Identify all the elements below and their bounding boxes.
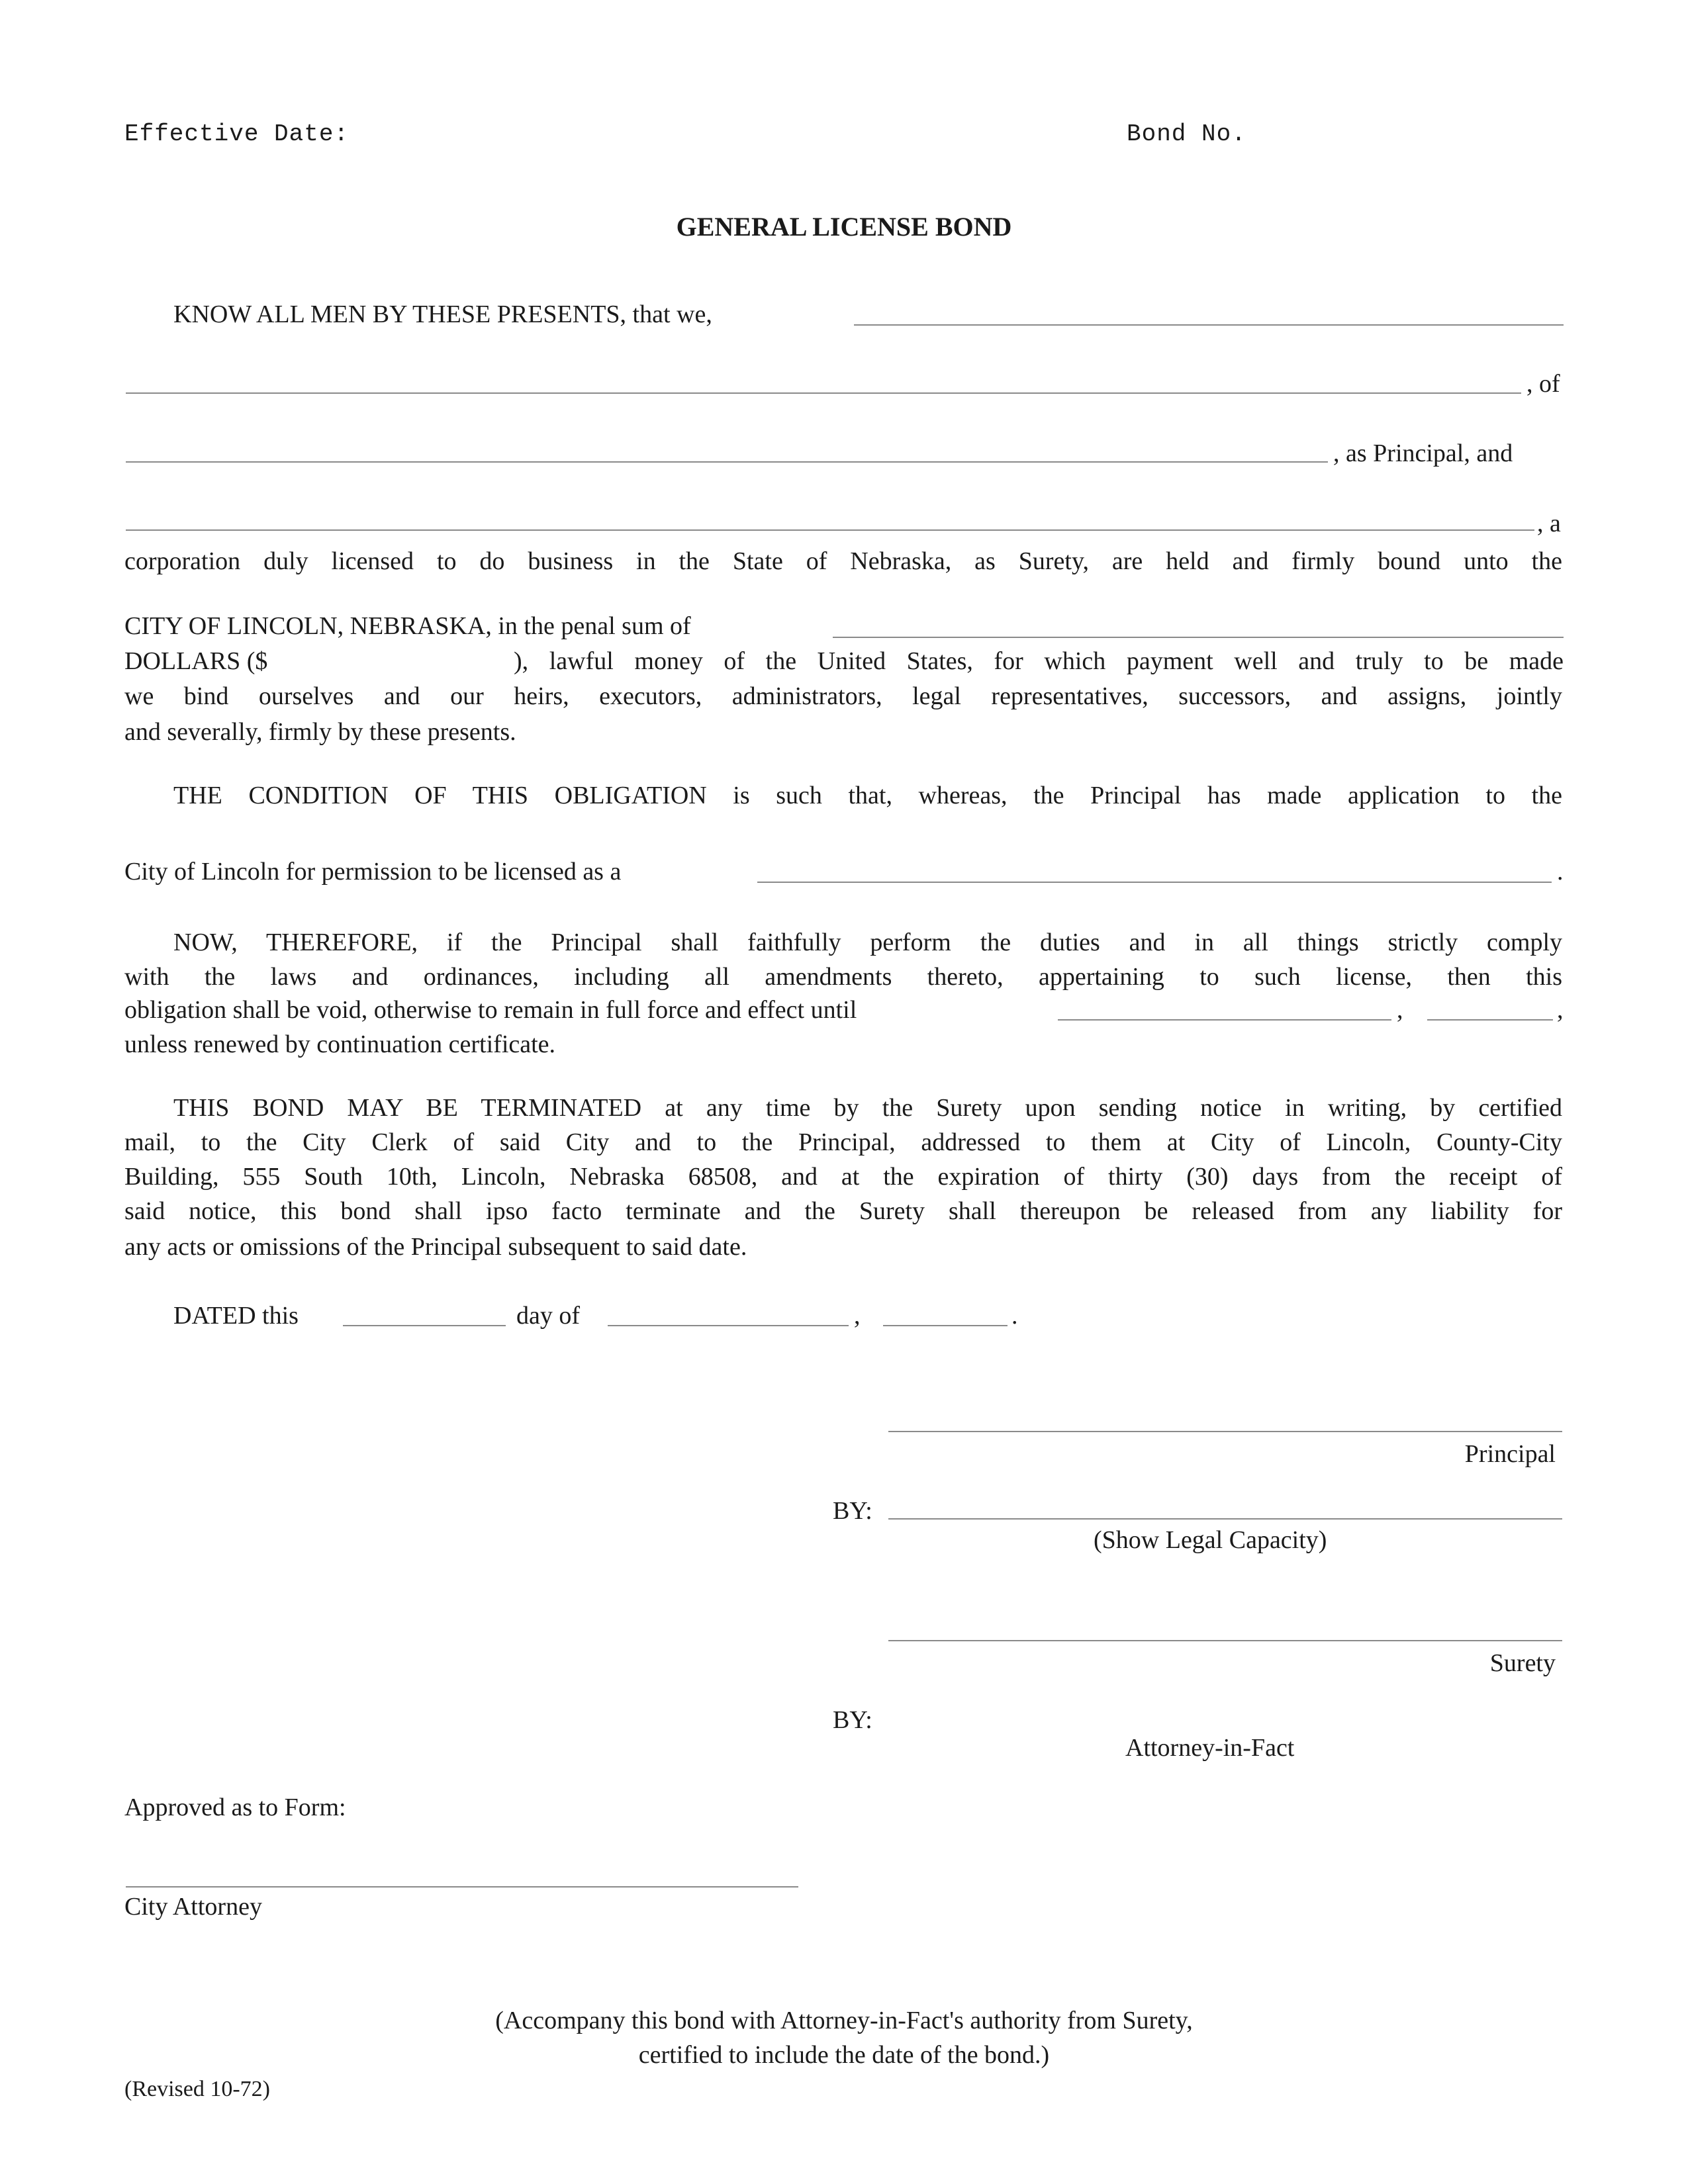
termination-text-1: THIS BOND MAY BE TERMINATED at any time by the Surety upon sending notice in writing, by certified — [173, 1094, 1562, 1122]
principal-label: Principal — [1464, 1440, 1556, 1468]
by-label-1: BY: — [833, 1497, 872, 1525]
termination-text-3: Building, 555 South 10th, Lincoln, Nebraska 68508, and at the expiration of thirty (30) days from the receipt of — [124, 1163, 1562, 1191]
attorney-in-fact-label: Attorney-in-Fact — [1125, 1734, 1295, 1762]
expiration-year-field[interactable] — [1427, 1019, 1553, 1021]
condition-text: THE CONDITION OF THIS OBLIGATION is such that, whereas, the Principal has made application to the — [173, 782, 1562, 809]
lawful-money-text: ), lawful money of the United States, for which payment well and truly to be made — [514, 647, 1564, 675]
city-penal-sum-text: CITY OF LINCOLN, NEBRASKA, in the penal sum of — [124, 612, 691, 640]
dated-label: DATED this — [173, 1302, 299, 1330]
accompany-note-line-1: (Accompany this bond with Attorney-in-Fact's authority from Surety, — [495, 2007, 1193, 2034]
surety-by-field[interactable] — [888, 1694, 1562, 1727]
of-text: , of — [1526, 370, 1560, 398]
firmly-bound-text: and severally, firmly by these presents. — [124, 718, 516, 746]
dollars-label: DOLLARS ($ — [124, 647, 268, 675]
as-principal-text: , as Principal, and — [1333, 439, 1513, 467]
termination-text-4: said notice, this bond shall ipso facto terminate and the Surety shall thereupon be released from any liability for — [124, 1197, 1562, 1225]
document-title: GENERAL LICENSE BOND — [676, 212, 1012, 242]
dated-period: . — [1011, 1302, 1018, 1330]
surety-name-field[interactable] — [126, 529, 1534, 531]
corporation-text: corporation duly licensed to do business in the State of Nebraska, as Surety, are held and firmly bound unto the — [124, 547, 1562, 575]
continuation-text: unless renewed by continuation certificate. — [124, 1030, 556, 1058]
revised-label: (Revised 10-72) — [124, 2077, 271, 2101]
by-label-2: BY: — [833, 1706, 872, 1734]
know-all-men-text: KNOW ALL MEN BY THESE PRESENTS, that we, — [173, 300, 712, 328]
license-type-field[interactable] — [757, 882, 1552, 883]
day-of-label: day of — [516, 1302, 581, 1330]
expiration-comma-1: , — [1397, 996, 1403, 1024]
period-text: . — [1557, 858, 1564, 886]
accompany-note-line-2: certified to include the date of the bond.) — [638, 2041, 1050, 2069]
expiration-comma-2: , — [1557, 996, 1564, 1024]
now-therefore-text: NOW, THEREFORE, if the Principal shall faithfully perform the duties and in all things strictly comply — [173, 929, 1562, 956]
dated-comma: , — [854, 1302, 861, 1330]
surety-signature-field[interactable] — [888, 1640, 1562, 1641]
principal-address-field[interactable] — [126, 461, 1328, 463]
dated-day-field[interactable] — [343, 1325, 506, 1326]
principal-signature-field[interactable] — [888, 1431, 1562, 1432]
full-force-text: obligation shall be void, otherwise to remain in full force and effect until — [124, 996, 857, 1024]
bond-no-label: Bond No. — [1127, 120, 1246, 148]
laws-ordinances-text: with the laws and ordinances, including all amendments thereto, appertaining to such license, then this — [124, 963, 1562, 991]
effective-date-label: Effective Date: — [124, 120, 350, 148]
principal-name-field-2[interactable] — [126, 392, 1521, 394]
penal-sum-words-field[interactable] — [833, 637, 1564, 638]
dollar-amount-field[interactable] — [286, 646, 511, 675]
termination-text-2: mail, to the City Clerk of said City and to the Principal, addressed to them at City of Lincoln, County-City — [124, 1128, 1562, 1156]
principal-name-field[interactable] — [854, 324, 1564, 326]
dated-year-field[interactable] — [883, 1325, 1008, 1326]
expiration-date-field[interactable] — [1058, 1019, 1391, 1021]
city-attorney-signature-field[interactable] — [126, 1886, 798, 1888]
termination-text-5: any acts or omissions of the Principal subsequent to said date. — [124, 1233, 747, 1261]
principal-by-field[interactable] — [888, 1518, 1562, 1520]
a-text: , a — [1537, 510, 1561, 537]
city-attorney-label: City Attorney — [124, 1893, 262, 1921]
licensed-as-text: City of Lincoln for permission to be licensed as a — [124, 858, 622, 886]
dated-month-field[interactable] — [608, 1325, 849, 1326]
approved-as-to-form-label: Approved as to Form: — [124, 1794, 346, 1821]
bind-ourselves-text: we bind ourselves and our heirs, executors, administrators, legal representatives, successors, and assigns, jointly — [124, 682, 1562, 710]
show-legal-capacity-label: (Show Legal Capacity) — [1094, 1526, 1327, 1554]
surety-label: Surety — [1489, 1649, 1556, 1677]
